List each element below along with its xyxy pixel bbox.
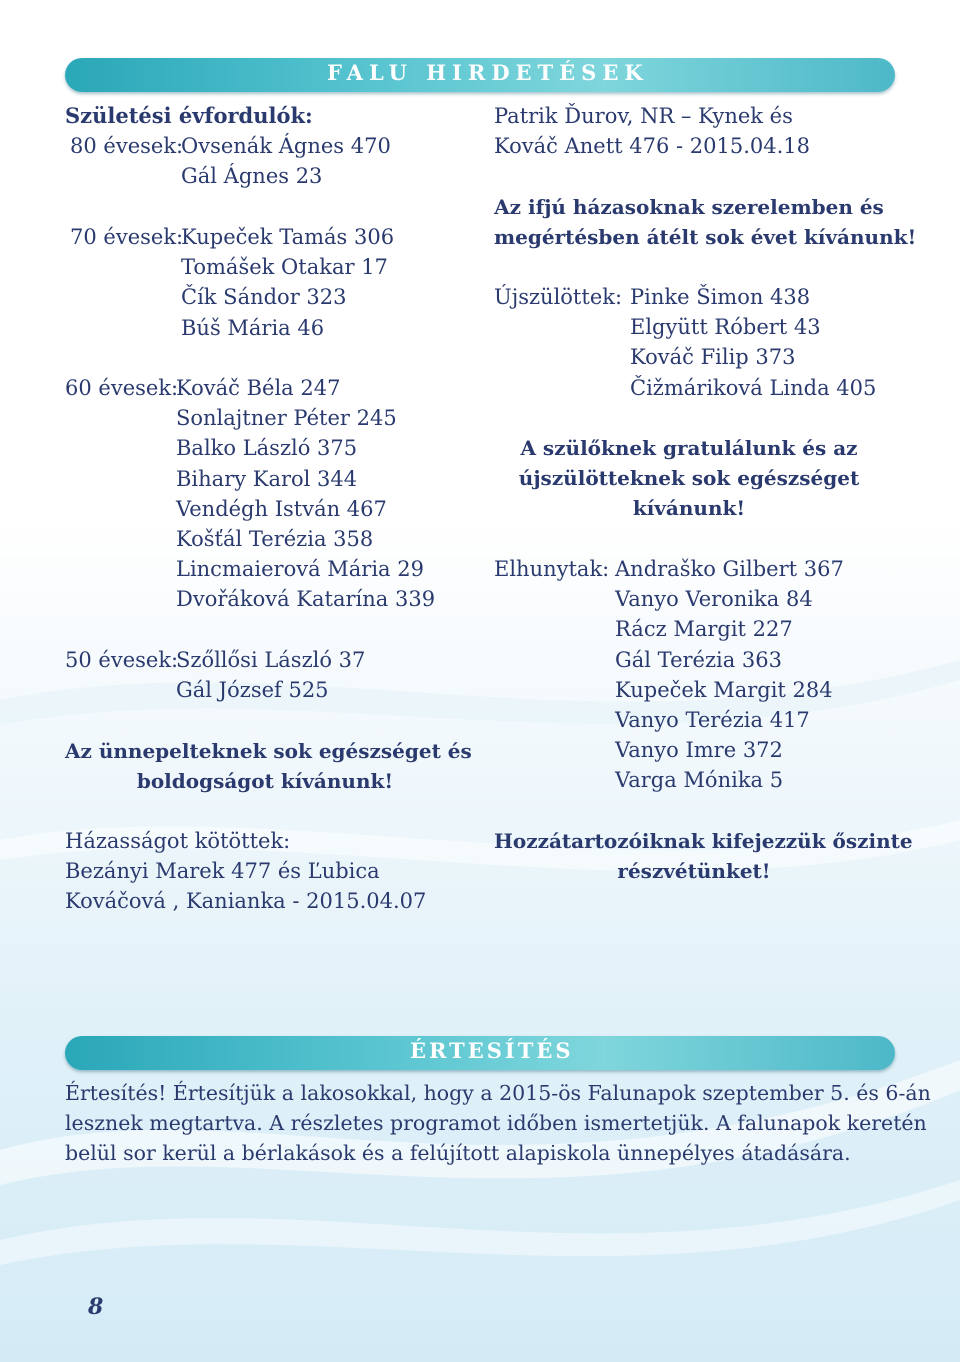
- list-item: Čižmáriková Linda 405: [630, 375, 877, 400]
- list-item: Kováč Béla 247: [176, 376, 341, 400]
- list-item: Dvořáková Katarína 339: [176, 587, 436, 612]
- list-item: Balko László 375: [176, 436, 358, 461]
- list-item: Sonlajtner Péter 245: [176, 406, 397, 431]
- condolence: [494, 826, 913, 886]
- wish-line: újszülötteknek sok egészséget: [518, 466, 860, 490]
- notice-text: [65, 1078, 931, 1169]
- group-label-80: 80 évesek:: [70, 134, 184, 158]
- wish-line: A szülőknek gratulálunk és az: [520, 436, 858, 460]
- notice-line: belül sor kerül a bérlakások és a felújított alapiskola ünnepélyes átadására.: [65, 1141, 851, 1166]
- anniversaries-heading: Születési évfordulók:: [65, 103, 313, 128]
- list-item: Bihary Karol 344: [176, 466, 358, 491]
- notice-banner: [65, 1036, 895, 1070]
- list-item: Vanyo Imre 372: [615, 738, 783, 763]
- wish-line: boldogságot kívánunk!: [136, 769, 394, 793]
- list-item: Lincmaierová Mária 29: [176, 557, 424, 582]
- list-item: Kupeček Tamás 306: [181, 225, 395, 249]
- notice-line: lesznek megtartva. A részletes programot időben ismertetjük. A falunapok keretén: [65, 1111, 927, 1136]
- deceased-list: [615, 554, 844, 796]
- marriages-wish: [494, 192, 917, 252]
- list-item: Búš Mária 46: [181, 315, 325, 340]
- newborns-wish: [494, 433, 884, 523]
- marriage-line: Patrik Ďurov, NR – Kynek és: [494, 104, 793, 128]
- marriage-line: Bezányi Marek 477 és Ľubica: [65, 859, 380, 884]
- list-item: Košťál Terézia 358: [176, 527, 374, 552]
- list-item: Varga Mónika 5: [615, 768, 784, 793]
- marriage-line: Kováčová , Kanianka - 2015.04.07: [65, 889, 427, 914]
- group-list-70: [181, 222, 394, 343]
- wish-line: megértésben átélt sok évet kívánunk!: [494, 225, 917, 249]
- notice-banner-title: ÉRTESÍTÉS: [410, 1038, 574, 1063]
- header-banner: [65, 58, 895, 92]
- newborns-label: Újszülöttek:: [494, 285, 623, 309]
- list-item: Pinke Šimon 438: [630, 285, 811, 309]
- list-item: Rácz Margit 227: [615, 617, 793, 642]
- page-number: 8: [88, 1294, 104, 1320]
- group-list-50: [176, 645, 365, 705]
- list-item: Gál Ágnes 23: [181, 164, 323, 189]
- header-banner-title: FALU HIRDETÉSEK: [327, 60, 649, 85]
- list-item: Gál József 525: [176, 678, 329, 703]
- wish-line: kívánunk!: [632, 496, 746, 520]
- list-item: Ovsenák Ágnes 470: [181, 134, 391, 158]
- group-label-60: 60 évesek:: [65, 376, 179, 400]
- list-item: Szőllősi László 37: [176, 648, 366, 672]
- newborns-list: [630, 282, 876, 403]
- list-item: Gál Terézia 363: [615, 647, 783, 672]
- list-item: Elgyütt Róbert 43: [630, 315, 821, 340]
- group-label-70: 70 évesek:: [70, 225, 184, 249]
- marriages-left: [65, 826, 426, 917]
- condolence-line: Hozzátartozóiknak kifejezzük őszinte: [494, 829, 913, 853]
- wish-line: Az ünnepelteknek sok egészséget és: [65, 739, 472, 763]
- group-label-50: 50 évesek:: [65, 648, 179, 672]
- list-item: Kupeček Margit 284: [615, 677, 833, 702]
- group-list-60: [176, 373, 435, 615]
- deceased-label: Elhunytak:: [494, 557, 610, 581]
- list-item: Vanyo Veronika 84: [615, 587, 813, 612]
- list-item: Vanyo Terézia 417: [615, 708, 810, 733]
- notice-line: Értesítés! Értesítjük a lakosokkal, hogy a 2015-ös Falunapok szeptember 5. és 6-án: [65, 1081, 931, 1105]
- list-item: Čík Sándor 323: [181, 285, 347, 310]
- group-list-80: [181, 131, 391, 191]
- list-item: Kováč Filip 373: [630, 345, 796, 370]
- wish-line: Az ifjú házasoknak szerelemben és: [494, 195, 884, 219]
- list-item: Tomášek Otakar 17: [181, 255, 388, 280]
- condolence-line: részvétünket!: [617, 859, 771, 883]
- marriages-heading: Házasságot kötöttek:: [65, 829, 291, 853]
- anniversaries-wish: [65, 736, 472, 796]
- list-item: Vendégh István 467: [176, 496, 387, 521]
- marriages-right: [494, 101, 810, 161]
- list-item: Andraško Gilbert 367: [615, 557, 844, 581]
- marriage-line: Kováč Anett 476 - 2015.04.18: [494, 134, 811, 159]
